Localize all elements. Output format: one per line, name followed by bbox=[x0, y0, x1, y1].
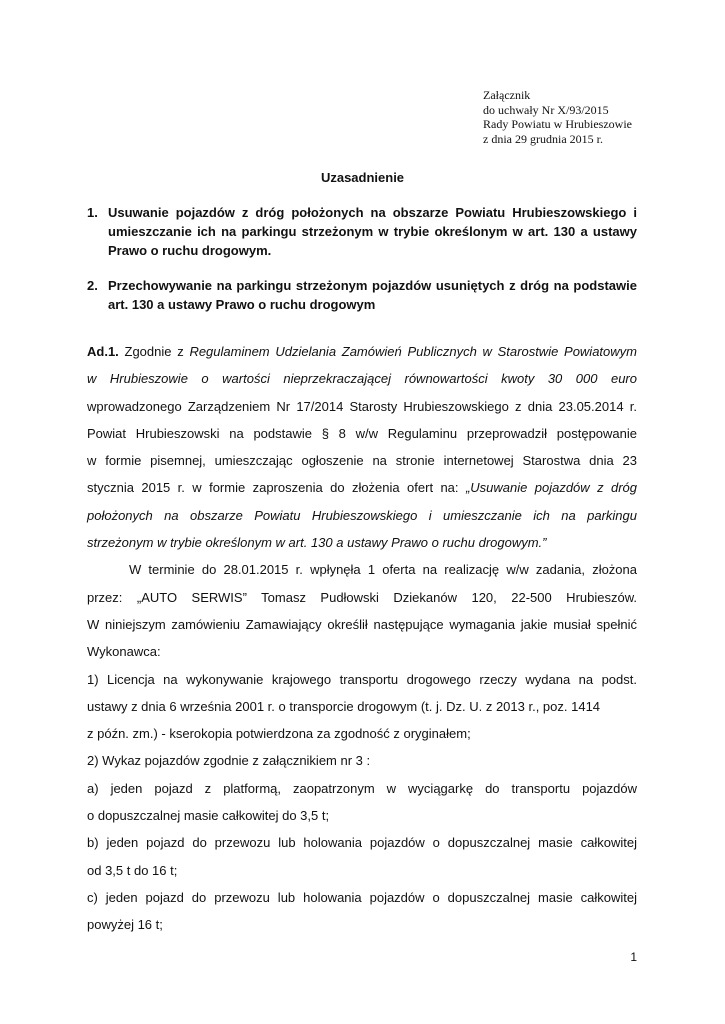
page-number: 1 bbox=[630, 950, 637, 964]
item-text: Przechowywanie na parkingu strzeżonym pojazdów usuniętych z dróg na podstawie art. 130 a ustawy Prawo o ruchu drogowym bbox=[108, 278, 637, 312]
body-line: położonych na obszarze Powiatu Hrubieszowskiego i umieszczanie ich na parkingu bbox=[87, 507, 637, 523]
requirement-line: powyżej 16 t; bbox=[87, 917, 163, 933]
attachment-line: do uchwały Nr X/93/2015 bbox=[483, 102, 609, 117]
requirement-line: od 3,5 t do 16 t; bbox=[87, 862, 178, 878]
body-line: stycznia 2015 r. w formie zaproszenia do złożenia ofert na: „Usuwanie pojazdów z dróg bbox=[87, 480, 637, 496]
document-title: Uzasadnienie bbox=[320, 170, 405, 185]
ad-label: Ad.1. bbox=[87, 344, 119, 359]
document-body bbox=[87, 338, 637, 939]
body-line: Ad.1. Zgodnie z Regulaminem Udzielania Zamówień Publicznych w Starostwie Powiatowym bbox=[87, 344, 637, 359]
body-line: W terminie do 28.01.2015 r. wpłynęła 1 oferta na realizację w/w zadania, złożona bbox=[129, 562, 637, 578]
attachment-header bbox=[483, 88, 632, 146]
requirement-line: ustawy z dnia 6 września 2001 r. o transporcie drogowym (t. j. Dz. U. z 2013 r., poz. 1414 bbox=[87, 698, 601, 714]
body-line bbox=[87, 365, 637, 392]
item-text: Usuwanie pojazdów z dróg położonych na obszarze Powiatu Hrubieszowskiego i umieszczanie ich na parkingu strzeżonym w trybie określonym w art. 130 a ustawy Prawo o ruchu drogowym. bbox=[108, 205, 637, 258]
regulation-title: w Hrubieszowie o wartości nieprzekraczającej równowartości kwoty 30 000 euro bbox=[87, 371, 637, 387]
item-number: 2. bbox=[87, 278, 98, 293]
numbered-item-2 bbox=[87, 276, 637, 314]
requirement-line: b) jeden pojazd do przewozu lub holowania pojazdów o dopuszczalnej masie całkowitej bbox=[87, 835, 637, 851]
body-line: Wykonawca: bbox=[87, 644, 161, 660]
attachment-line: z dnia 29 grudnia 2015 r. bbox=[483, 131, 603, 146]
body-line: strzeżonym w trybie określonym w art. 130 a ustawy Prawo o ruchu drogowym.” bbox=[87, 535, 547, 551]
body-line: wprowadzonego Zarządzeniem Nr 17/2014 Starosty Hrubieszowskiego z dnia 23.05.2014 r. bbox=[87, 398, 637, 414]
attachment-line: Załącznik bbox=[483, 88, 531, 102]
numbered-item-1 bbox=[87, 203, 637, 260]
body-line: Powiat Hrubieszowski na podstawie § 8 w/w Regulaminu przeprowadził postępowanie bbox=[87, 425, 637, 441]
requirement-line: 1) Licencja na wykonywanie krajowego transportu drogowego rzeczy wydana na podst. bbox=[87, 671, 637, 687]
body-line: w formie pisemnej, umieszczając ogłoszenie na stronie internetowej Starostwa dnia 23 bbox=[87, 453, 637, 469]
requirement-line: o dopuszczalnej masie całkowitej do 3,5 t; bbox=[87, 808, 330, 824]
body-line: przez: „AUTO SERWIS” Tomasz Pudłowski Dziekanów 120, 22-500 Hrubieszów. bbox=[87, 589, 637, 605]
body-line: W niniejszym zamówieniu Zamawiający określił następujące wymagania jakie musiał spełnić bbox=[87, 616, 637, 632]
requirement-line: c) jeden pojazd do przewozu lub holowania pojazdów o dopuszczalnej masie całkowitej bbox=[87, 889, 637, 905]
attachment-line: Rady Powiatu w Hrubieszowie bbox=[483, 117, 632, 131]
requirement-line: 2) Wykaz pojazdów zgodnie z załącznikiem nr 3 : bbox=[87, 753, 371, 769]
item-number: 1. bbox=[87, 205, 98, 220]
regulation-title: Regulaminem Udzielania Zamówień Publicznych w Starostwie Powiatowym bbox=[189, 344, 637, 359]
requirement-line: z późn. zm.) - kserokopia potwierdzona za zgodność z oryginałem; bbox=[87, 726, 471, 742]
requirement-line: a) jeden pojazd z platformą, zaopatrzonym w wyciągarkę do transportu pojazdów bbox=[87, 780, 637, 796]
